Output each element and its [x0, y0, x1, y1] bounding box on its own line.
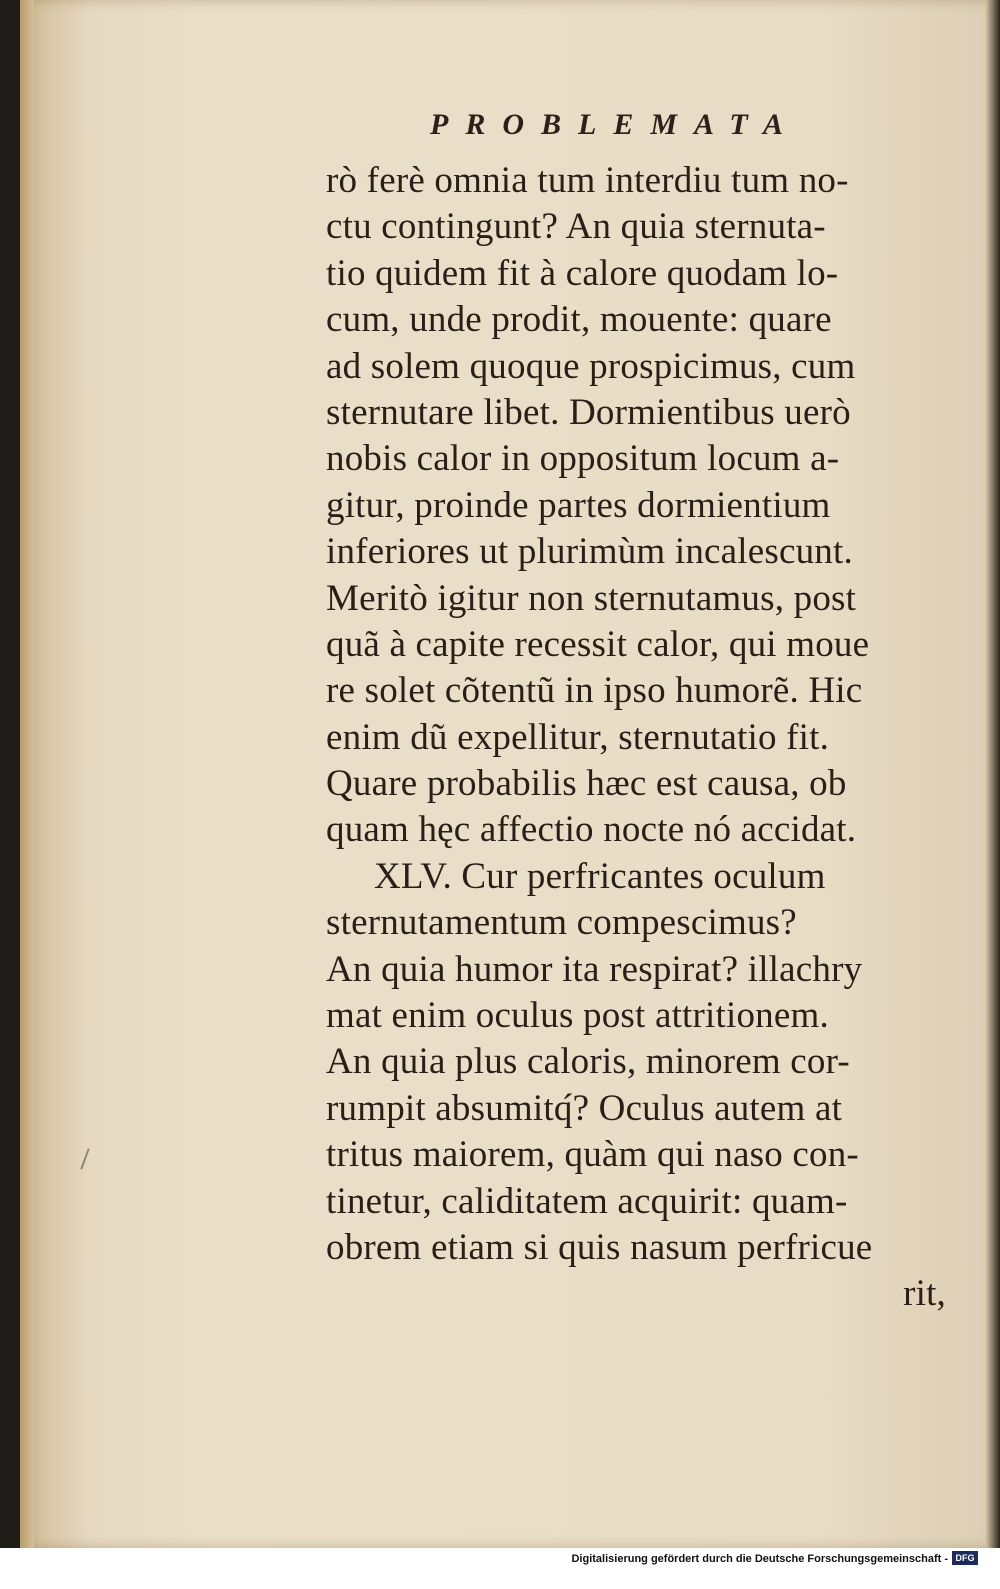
- text-line: nobis calor in oppositum locum a-: [326, 438, 840, 480]
- body-text: [326, 158, 976, 1318]
- text-line: ad solem quoque prospicimus, cum: [326, 345, 856, 387]
- text-line: rumpit absumitq́? Oculus autem at: [326, 1087, 843, 1129]
- text-line: rò ferè omnia tum interdiu tum no-: [326, 160, 849, 201]
- section-heading-line: XLV. Cur perfricantes oculum: [374, 855, 826, 897]
- text-line: gitur, proinde partes dormientium: [326, 484, 831, 526]
- text-line: sternutamentum compescimus?: [326, 902, 797, 944]
- text-line: obrem etiam si quis nasum perfricue: [326, 1226, 873, 1268]
- text-line: Quare probabilis hæc est causa, ob: [326, 763, 847, 805]
- text-line: cum, unde prodit, mouente: quare: [326, 299, 832, 341]
- text-line: quam hęc affectio nocte nó accidat.: [326, 809, 857, 851]
- text-line: tio quidem fit à calore quodam lo-: [326, 252, 839, 294]
- dfg-logo-icon: DFG: [952, 1551, 978, 1565]
- text-line: enim dũ expellitur, sternutatio fit.: [326, 716, 830, 758]
- text-line: quã à capite recessit calor, qui moue: [326, 623, 870, 665]
- text-line: sternutare libet. Dormientibus uerò: [326, 391, 851, 433]
- text-line: ctu contingunt? An quia sternuta-: [326, 206, 826, 248]
- funding-credit: Digitalisierung gefördert durch die Deutsche Forschungsgemeinschaft -: [571, 1553, 948, 1565]
- page-gutter-edge: [20, 0, 34, 1548]
- text-line: re solet cõtentũ in ipso humorẽ. Hic: [326, 670, 863, 712]
- text-line: An quia plus caloris, minorem cor-: [326, 1041, 850, 1083]
- page-right-edge: [986, 0, 1000, 1548]
- text-line: Meritò igitur non sternutamus, post: [326, 577, 857, 619]
- text-line: tinetur, caliditatem acquirit: quam-: [326, 1180, 848, 1222]
- text-line: tritus maiorem, quàm qui naso con-: [326, 1134, 859, 1176]
- catchword: rit,: [903, 1273, 946, 1315]
- text-line: mat enim oculus post attritionem.: [326, 995, 829, 1037]
- text-line: An quia humor ita respirat? illachry: [326, 948, 863, 990]
- text-line: inferiores ut plurimùm incalescunt.: [326, 531, 853, 573]
- running-head: PROBLEMATA: [430, 108, 801, 141]
